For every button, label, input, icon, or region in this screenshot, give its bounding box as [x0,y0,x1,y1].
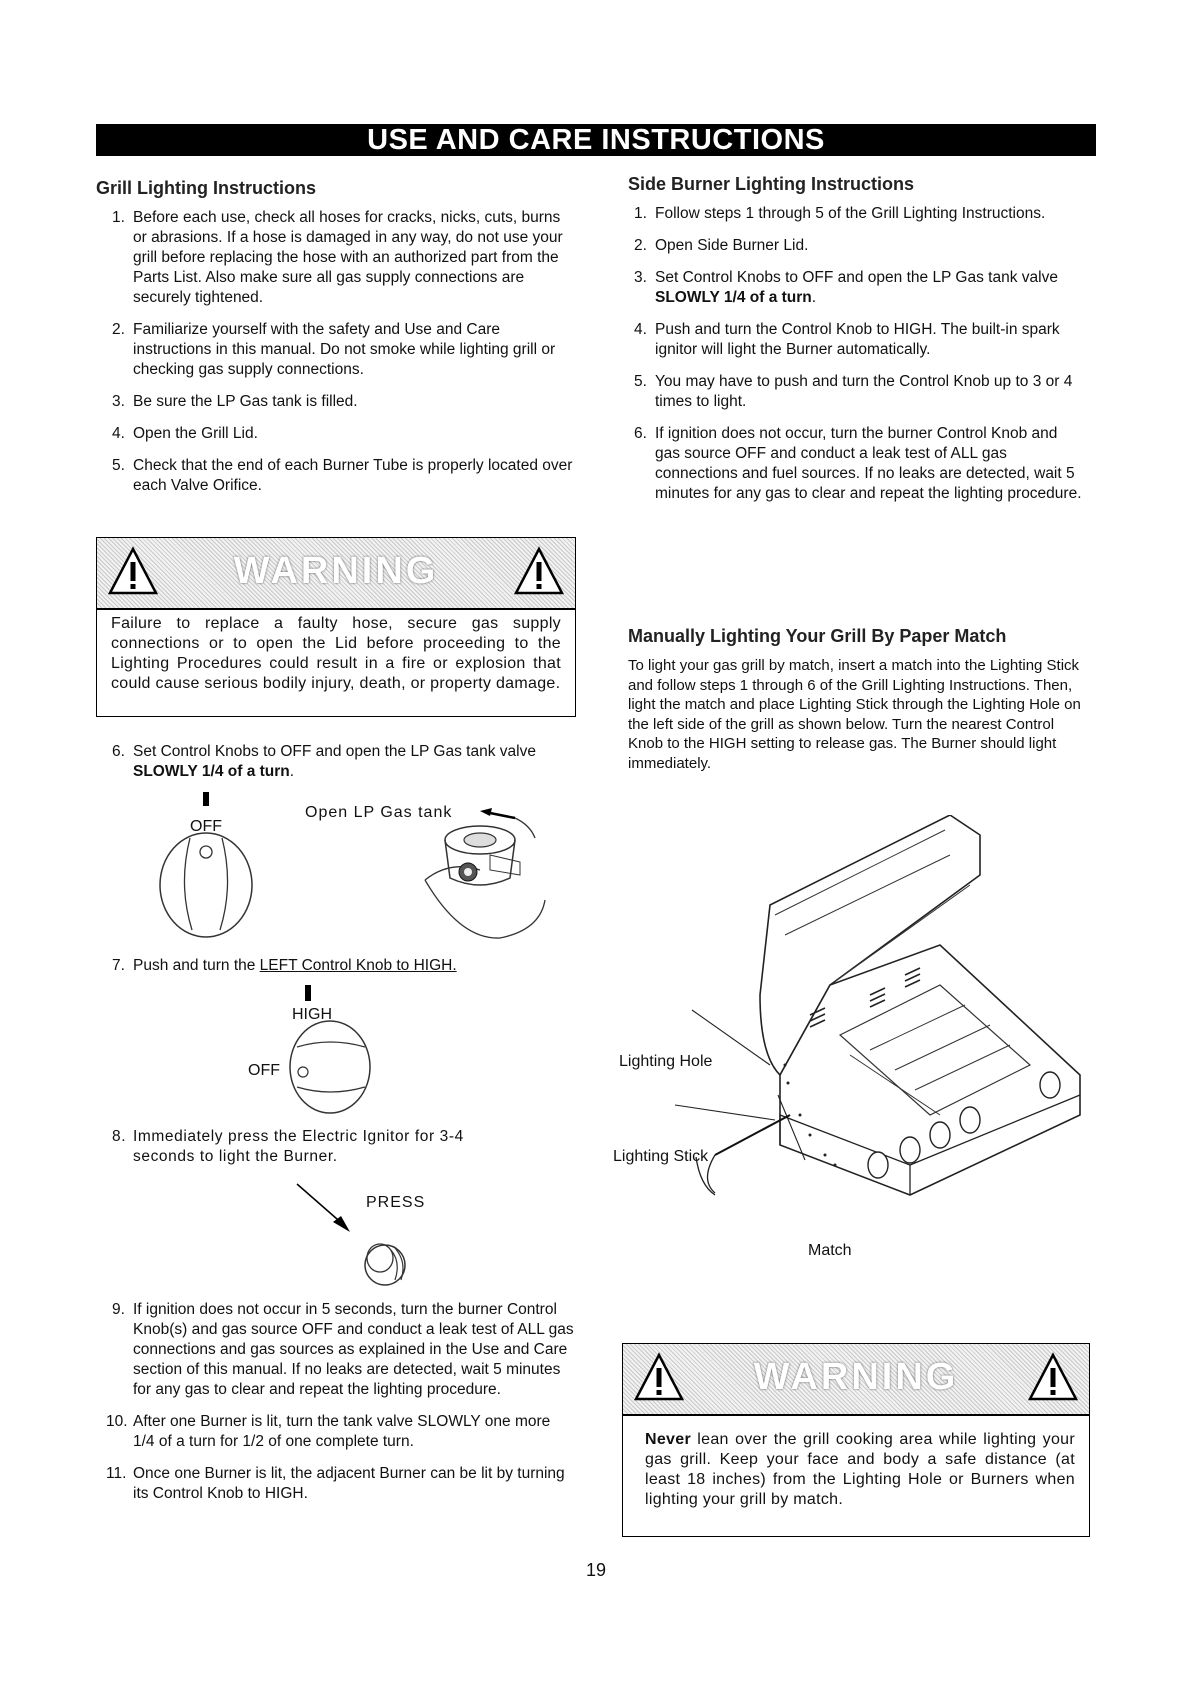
list-item: 5. You may have to push and turn the Control Knob up to 3 or 4 times to light. [634,373,1073,410]
press-label: PRESS [366,1194,426,1211]
list-item: 6. Set Control Knobs to OFF and open the LP Gas tank valve SLOWLY 1/4 of a turn. [112,743,536,780]
warning-text: Failure to replace a faulty hose, secure gas supply connections or to open the Lid before proceeding to the Lighting Procedures could result in a fire or explosion that could cause serious bodily injury, death, or property damage. [111,615,561,692]
warning-text: Never lean over the grill cooking area while lighting your gas grill. Keep your face and body a safe distance (at least 18 inches) from the Lighting Hole or Burners when lighting your grill by match. [645,1431,1075,1508]
list-item: 9. If ignition does not occur in 5 seconds, turn the burner Control Knob(s) and gas source OFF and conduct a leak test of ALL gas connections and gas sources as explained in the Use and Care section of this manual. If no leaks are detected, wait 5 minutes for any gas to clear and repeat the lighting procedure. [112,1301,574,1398]
match-label: Match [808,1242,852,1259]
side-burner-steps [618,204,1083,504]
off-knob-figure [150,790,270,940]
lighting-hole-label: Lighting Hole [619,1053,713,1070]
warning-box-left [96,537,576,717]
warning-triangle-icon [1027,1352,1079,1402]
off-label: OFF [248,1062,280,1079]
open-tank-label: Open LP Gas tank [305,804,453,821]
side-burner-heading: Side Burner Lighting Instructions [628,174,915,194]
side-burner-section [628,174,1083,516]
list-item: 2. Open Side Burner Lid. [634,237,809,254]
tank-valve-figure [420,800,560,940]
warning-word: WARNING [233,550,439,592]
paper-match-section [628,626,1083,773]
grill-steps-list [96,208,576,496]
grill-steps-continued [96,1300,576,1516]
list-item: 4. Push and turn the Control Knob to HIGH. The built-in spark ignitor will light the Burner automatically. [634,321,1060,358]
warning-box-right [622,1343,1090,1537]
paper-match-text: To light your gas grill by match, insert a match into the Lighting Stick and follow steps 1 through 6 of the Grill Lighting Instructions. Then, light the match and place Lighting Stick through the Lighting Hole on the left side of the grill as shown below. Turn the nearest Control Knob to the HIGH setting to release gas. The Burner should light immediately. [628,657,1081,772]
list-item: 2. Familiarize yourself with the safety and Use and Care instructions in this manual. Do not smoke while lighting grill or checking gas supply connections. [112,321,556,378]
knob-indicator-icon [293,1062,313,1082]
list-item: 11. Once one Burner is lit, the adjacent Burner can be lit by turning its Control Knob to HIGH. [106,1465,565,1502]
ignitor-button-figure [295,1180,435,1290]
step-6 [96,742,576,794]
page-number: 19 [586,1560,607,1580]
page-banner: USE AND CARE INSTRUCTIONS [96,124,1096,156]
list-item: 1. Follow steps 1 through 5 of the Grill Lighting Instructions. [634,205,1046,222]
list-item: 1. Before each use, check all hoses for cracks, nicks, cuts, burns or abrasions. If a hose is damaged in any way, do not use your grill before replacing the hose with an authorized part from the Parts List. Also make sure all gas supply connections are securely tightened. [112,209,563,306]
warning-header [623,1344,1089,1416]
list-item: 5. Check that the end of each Burner Tube is properly located over each Valve Orifice. [112,457,573,494]
list-item: 10. After one Burner is lit, turn the tank valve SLOWLY one more 1/4 of a turn for 1/2 of one complete turn. [106,1413,551,1450]
warning-triangle-icon [513,546,565,596]
step-7 [96,956,576,988]
paper-match-heading: Manually Lighting Your Grill By Paper Match [628,626,1007,646]
warning-word: WARNING [753,1356,959,1398]
off-label: OFF [190,818,222,835]
high-label: HIGH [292,1006,332,1023]
warning-header [97,538,575,610]
list-item: 8. Immediately press the Electric Ignitor for 3-4 seconds to light the Burner. [112,1128,464,1165]
grill-lighting-figure [610,815,1090,1265]
lighting-stick-label: Lighting Stick [613,1148,709,1165]
list-item: 7. Push and turn the LEFT Control Knob to HIGH. [112,957,457,974]
list-item: 4. Open the Grill Lid. [112,425,258,442]
grill-lighting-heading: Grill Lighting Instructions [96,178,316,198]
step-8 [96,1127,526,1179]
list-item: 3. Set Control Knobs to OFF and open the LP Gas tank valve SLOWLY 1/4 of a turn. [634,269,1058,306]
list-item: 3. Be sure the LP Gas tank is filled. [112,393,358,410]
grill-lighting-section [96,178,576,508]
list-item: 6. If ignition does not occur, turn the burner Control Knob and gas source OFF and conduct a leak test of ALL gas connections and fuel sources. If no leaks are detected, wait 5 minutes for any gas to clear and repeat the lighting procedure. [634,425,1082,502]
